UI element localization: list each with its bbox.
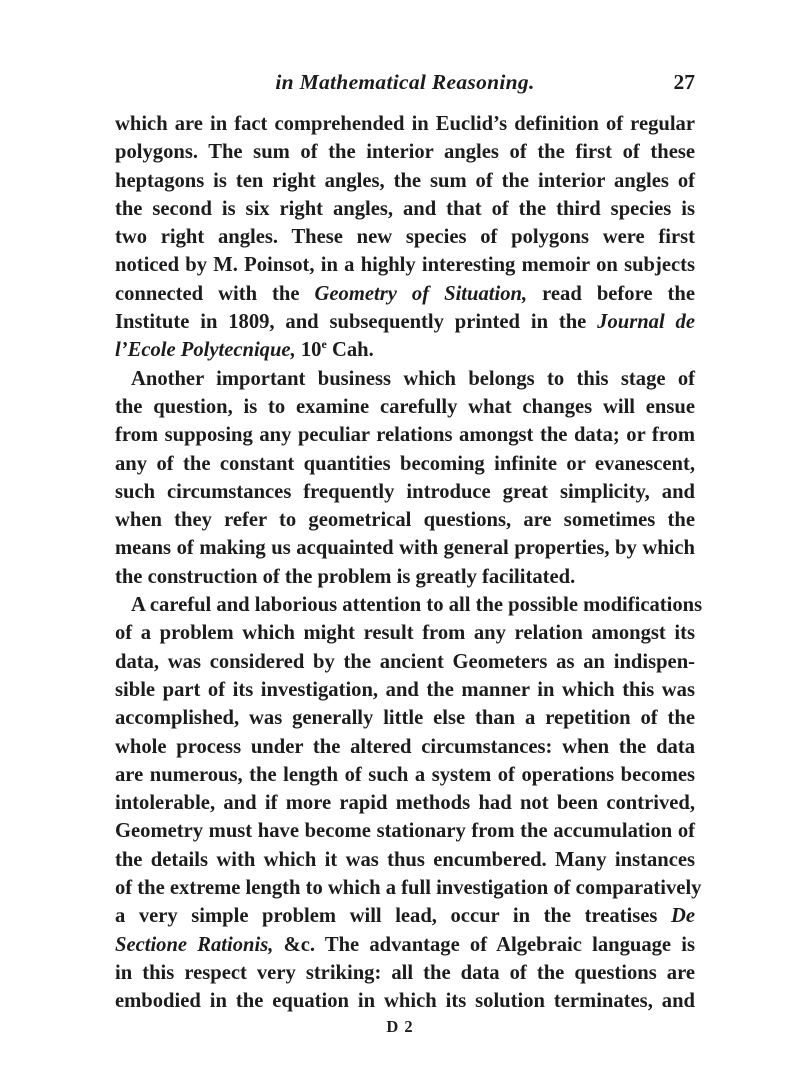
text-line: whole process under the altered circumstances: when the data	[115, 735, 695, 758]
text-line: means of making us acquainted with general properties, by which	[115, 537, 695, 560]
text-line: sible part of its investigation, and the manner in which this was	[115, 678, 695, 701]
running-head: in Mathematical Reasoning.	[275, 70, 535, 94]
text-line: data, was considered by the ancient Geometers as an indispen-	[115, 650, 695, 673]
text-line: Another important business which belongs to this stage of	[131, 367, 695, 390]
italic-title: Journal de	[597, 311, 695, 334]
text-line: the construction of the problem is greatly facilitated.	[115, 565, 576, 588]
text-line: a very simple problem will lead, occur in the treatises De	[115, 905, 695, 928]
italic-title: l’Ecole Polytecnique,	[115, 339, 296, 362]
text-line: any of the constant quantities becoming infinite or evanescent,	[115, 452, 695, 475]
text-line: of a problem which might result from any relation amongst its	[115, 622, 695, 645]
text-line: Institute in 1809, and subsequently printed in the Journal de	[115, 311, 695, 334]
signature-mark: D 2	[386, 1017, 414, 1036]
italic-title: Geometry of Situation,	[314, 282, 528, 305]
page-number: 27	[673, 70, 695, 94]
text-line: are numerous, the length of such a system of operations becomes	[115, 763, 695, 786]
text-line: the second is six right angles, and that of the third species is	[115, 197, 695, 220]
text-line: when they refer to geometrical questions, are sometimes the	[115, 509, 695, 532]
italic-title: De	[670, 905, 695, 928]
text-line: polygons. The sum of the interior angles of the first of these	[115, 141, 695, 164]
text-line: accomplished, was generally little else than a repetition of the	[115, 707, 695, 730]
text-line: heptagons is ten right angles, the sum of the interior angles of	[115, 169, 695, 192]
page-header	[115, 70, 695, 100]
text-line: connected with the Geometry of Situation, read before the	[115, 282, 695, 305]
superscript: e	[321, 337, 327, 352]
text-line: which are in fact comprehended in Euclid’s definition of regular	[115, 113, 695, 135]
text-line: A careful and laborious attention to all the possible modifications	[131, 594, 703, 617]
text-line: the question, is to examine carefully what changes will ensue	[115, 395, 695, 418]
text-line: such circumstances frequently introduce great simplicity, and	[115, 480, 695, 503]
text-line: from supposing any peculiar relations amongst the data; or from	[115, 424, 695, 447]
text-line: noticed by M. Poinsot, in a highly interesting memoir on subjects	[115, 254, 695, 277]
text-line: the details with which it was thus encumbered. Many instances	[115, 848, 695, 871]
text-line: Sectione Rationis, &c. The advantage of Algebraic language is	[115, 933, 695, 956]
italic-title: Sectione Rationis,	[115, 933, 274, 956]
text-line: of the extreme length to which a full investigation of comparatively	[115, 877, 702, 900]
text-line: l’Ecole Polytecnique, 10e Cah.	[115, 337, 374, 362]
text-line: embodied in the equation in which its solution terminates, and	[115, 990, 695, 1013]
text-line: intolerable, and if more rapid methods had not been contrived,	[115, 792, 695, 815]
text-line: two right angles. These new species of polygons were first	[115, 226, 695, 249]
text-line: in this respect very striking: all the data of the questions are	[115, 961, 695, 984]
text-line: Geometry must have become stationary from the accumulation of	[115, 820, 695, 843]
body-text	[115, 110, 703, 1016]
